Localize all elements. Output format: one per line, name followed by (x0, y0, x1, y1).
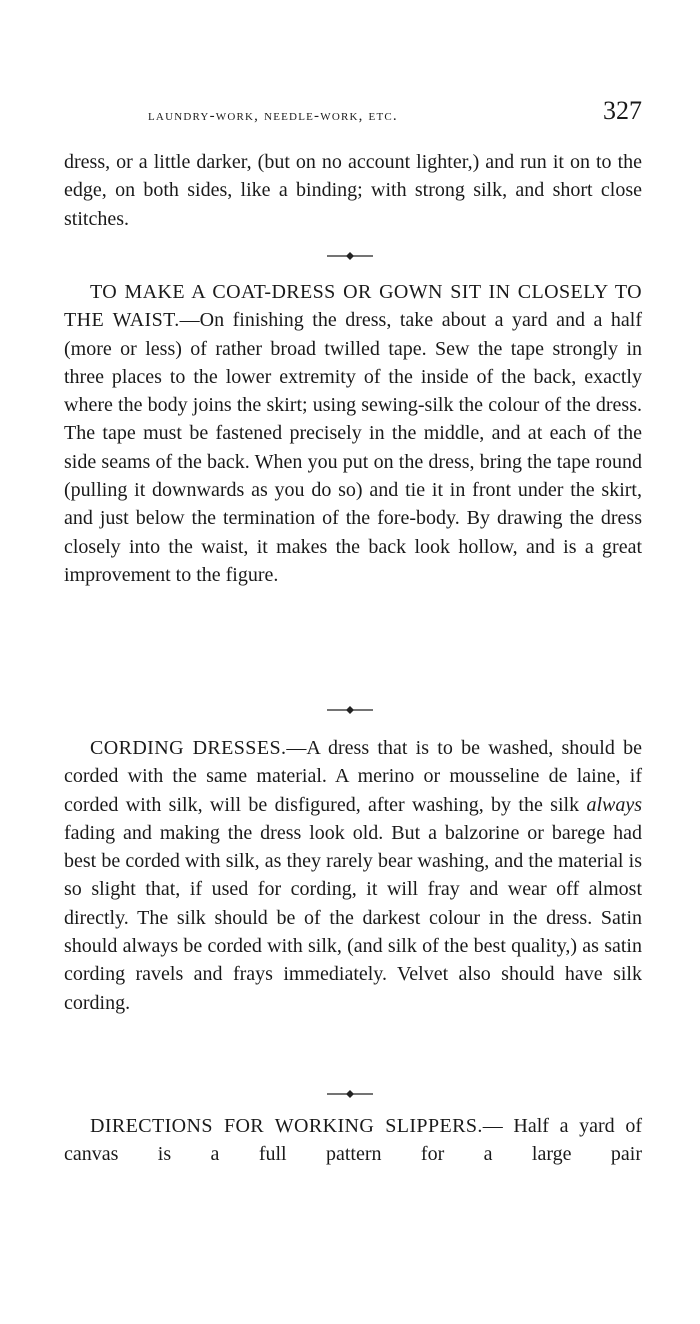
diamond-rule-icon (327, 251, 373, 261)
coat-dress-paragraph (64, 278, 642, 589)
slippers-heading: DIRECTIONS FOR WORKING SLIPPERS. (90, 1115, 483, 1137)
cording-paragraph (64, 734, 642, 1017)
diamond-rule-icon (327, 705, 373, 715)
diamond-rule-icon (327, 1089, 373, 1099)
cording-body-start: —A dress that is to be washed, should be corded with the same material. A merino or mousseline de laine, if corded with silk, will be disfigured, after washing, by the silk (64, 737, 643, 816)
section-separator (0, 251, 700, 265)
running-head (64, 96, 642, 134)
page-number: 327 (603, 96, 642, 125)
coat-dress-heading: TO MAKE A COAT-DRESS OR GOWN SIT IN CLOSELY TO THE WAIST. (64, 281, 642, 332)
continuation-text: dress, or a little darker, (but on no account lighter,) and run it on to the edge, on both sides, like a binding; with strong silk, and short close stitches. (64, 151, 642, 230)
section-separator (0, 705, 700, 719)
section-separator (0, 1089, 700, 1103)
cording-body-end: fading and making the dress look old. But a balzorine or barege had best be corded with silk, as they rarely bear washing, and the material is so slight that, if used for cording, it will fray and wear off almost directly. The silk should be of the darkest colour in the dress. Satin should always be corded with silk, (and silk of the best quality,) as satin cording ravels and frays immediately. Velvet also should have silk cording. (64, 821, 642, 1014)
coat-dress-section (64, 278, 642, 589)
coat-dress-body: —On finishing the dress, take about a yard and a half (more or less) of rather broad twilled tape. Sew the tape strongly in three places to the lower extremity of the inside of the back, exactly where the body joins the skirt; using sewing-silk the colour of the dress. The tape must be fastened precisely in the middle, and at each of the side seams of the back. When you put on the dress, bring the tape round (pulling it downwards as you do so) and tie it in front under the skirt, and just below the termination of the fore-body. By drawing the dress closely into the waist, it makes the back look hollow, and is a great improvement to the figure. (64, 309, 642, 586)
slippers-section (64, 1112, 642, 1169)
cording-emphasis: always (586, 793, 642, 816)
running-title: laundry-work, needle-work, etc. (148, 108, 398, 124)
slippers-body: — Half a yard of canvas is a full pattern for a large pair (64, 1115, 642, 1166)
slippers-paragraph (64, 1112, 642, 1169)
continuation-paragraph (64, 148, 642, 233)
cording-section (64, 734, 642, 1017)
cording-heading: CORDING DRESSES. (90, 737, 287, 759)
